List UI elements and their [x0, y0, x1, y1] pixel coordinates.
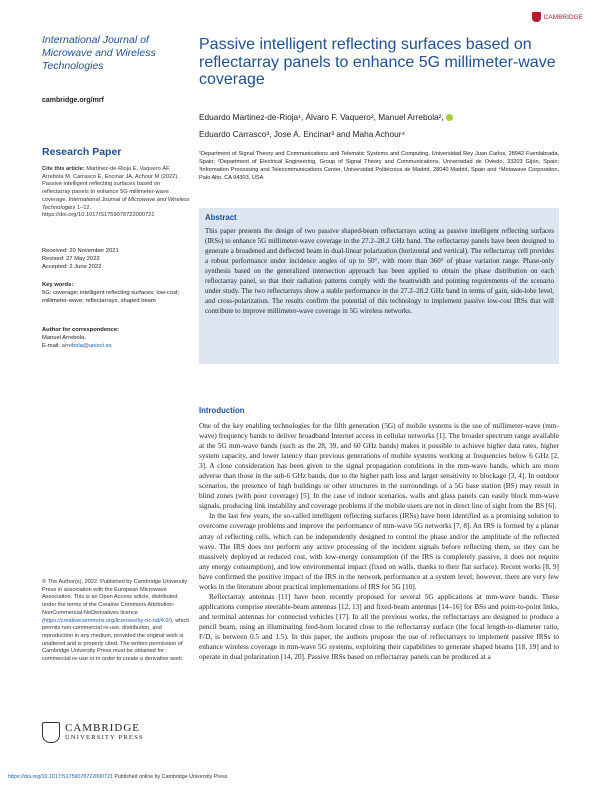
paper-type: Research Paper — [42, 146, 122, 158]
doi-link[interactable]: https://doi.org/10.1017/S1759078722000721 — [8, 774, 113, 780]
page-footer — [8, 774, 227, 780]
authors-line-2: Eduardo Carrasco³, Jose A. Encinar³ and Maha Achour⁴ — [199, 129, 406, 139]
received-date: Received: 20 November 2021 — [42, 248, 119, 254]
author-list — [199, 109, 559, 143]
orcid-icon[interactable] — [446, 114, 453, 121]
cambridge-corner-logo-text: CAMBRIDGE — [543, 13, 583, 21]
cambridge-corner-logo — [532, 12, 583, 22]
keywords-label: Key words: — [42, 282, 74, 288]
introduction-heading: Introduction — [199, 406, 245, 415]
keywords-block — [42, 282, 190, 305]
abstract-heading: Abstract — [205, 213, 237, 222]
cite-text: Martinez-de-Rioja E, Vaquero ÁF, Arrebola M, Carrasco E, Encinar JA, Achour M (2022). Passive intelligent reflecting surfaces based on reflectarray panels to enhance 5G millimeter-wave coverage. — [42, 166, 179, 203]
copyright-text-b: ), which permits non-commercial re-use, distribution, and reproduction in any medium, provided the original work is unaltered and is properly cited. The written permission of Cambridge University Press must be obtained for commercial re-use or in order to create a derivative work. — [42, 617, 190, 663]
copyright-notice — [42, 579, 190, 664]
revised-date: Revised: 27 May 2022 — [42, 256, 100, 262]
keywords-list: 5G; coverage; intelligent reflecting surfaces; low-cost; millimeter-wave; reflectarrays, shaped beam — [42, 289, 180, 304]
cambridge-university-press-logo — [42, 722, 144, 743]
affiliations: ¹Department of Signal Theory and Communications and Telematic Systems and Computing, Universidad Rey Juan Carlos, 28942 Fuenlabrada, Spain; ²Department of Electrical Engineering, Group of Signal Theory and Communications, Universidad de Oviedo, 33203 Gijón, Spain; ³Information Processing and Telecommunications Center, Universidad Politécnica de Madrid, 28040 Madrid, Spain and ⁴Metawave Corporation, Palo Alto, CA 94303, USA — [199, 151, 559, 181]
cup-logo-line2: UNIVERSITY PRESS — [65, 733, 144, 741]
article-title: Passive intelligent reflecting surfaces based on reflectarray panels to enhance 5G millimeter-wave coverage — [199, 36, 556, 88]
email-label: E-mail: — [42, 342, 61, 349]
cite-label: Cite this article: — [42, 166, 85, 172]
correspondence-block — [42, 327, 190, 350]
journal-site-link[interactable]: cambridge.org/mrf — [42, 97, 104, 104]
license-link[interactable]: https://creativecommons.org/licenses/by-nc-nd/4.0/ — [43, 617, 171, 624]
cup-logo-line1: CAMBRIDGE — [65, 721, 141, 734]
intro-paragraph: Reflectarray antennas [11] have been recently proposed for several 5G applications at mm-wave bands. These applications comprise steerable-beam antennas [12, 13] and fixed-beam antennas [14–16] for BSs and point-to-point links, and terminal antennas for connected vehicles [17]. In all the previous works, the reflectarrays are designed to produce a pencil beam, using an illuminating feed-horn located close to the reflectarray surface (the focal length-to-diameter ratio, F/D, is between 0.5 and 1.5). In this paper, the authors propose the use of reflectarrays to implement passive IRSs to enhance wireless coverage in mm-wave 5G systems, exploiting their capabilities to generate shaped beams [18, 19] and to operate in dual polarization [14, 20]. Passive IRSs based on reflectarray panels can be produced at a — [199, 591, 559, 662]
correspondence-name: Manuel Arrebola, — [42, 334, 86, 341]
cite-tail: 1–12. https://doi.org/10.1017/S1759078722000721 — [42, 204, 155, 219]
abstract-text: This paper presents the design of two passive shaped-beam reflectarrays acting as passive intelligent reflecting surfaces (IRSs) to enhance 5G millimeter-wave coverage in the 27.2–28.2 GHz band. The reflectarray panels have been designed to generate a broadened and deflected beam in dual-linear polarization (horizontal and vertical). The reflectarray cell provides a robust performance under incidence angles of up to 50°, with more than 360° of phase variation range. Phase-only synthesis based on the generalized intersection approach has been applied to obtain the phase distribution on each reflectarray panel, so that their radiation patterns comply with the beamwidth and pointing requirements of the scenario under study. The two reflectarrays show a stable performance in the 27.2–28.2 GHz band in terms of gain, side-lobe level, and cross-polarization. The results confirm the potential of this technology to implement passive low-cost IRSs that will contribute to improve millimeter-wave coverage in 5G wireless networks. — [205, 227, 554, 315]
article-dates — [42, 247, 190, 271]
cite-journal: International Journal of Microwave and Wireless Technologies — [42, 196, 190, 211]
correspondence-label: Author for correspondence: — [42, 327, 119, 333]
intro-paragraph: One of the key enabling technologies for the fifth generation (5G) of mobile systems is the use of millimeter-wave (mm-wave) frequency bands to deliver broadband Internet access in cellular networks [1]. The broader spectrum range available at the 5G mm-wave bands (such as the 28, 39, and 60 GHz bands) makes it possible to achieve higher data rates, higher system capacity, and lower latency than previous generations of mobile systems working at frequencies below 6 GHz [2, 3]. A close consideration has been given to the signal propagation conditions in the mm-wave bands, which are more adverse than those in the sub-6 GHz bands, due to the higher path loss and larger sensitivity to blockage [3, 4]. In outdoor scenarios, the presence of high buildings or other structures in the surroundings of a 5G base station (BS) may result in blind zones (with poor coverage) [5]. In the case of indoor scenarios, walls and glass panels can easily block mm-wave signals, producing link instability and coverage problems if the mobile users are not in direct line of sight from the BS [6]. — [199, 421, 559, 511]
email-link[interactable]: arrebola@uniovi.es — [61, 342, 112, 349]
authors-line-1: Eduardo Martinez-de-Rioja¹, Álvaro F. Vaquero², Manuel Arrebola², — [199, 112, 444, 122]
accepted-date: Accepted: 2 June 2022 — [42, 264, 102, 270]
shield-icon — [532, 12, 541, 22]
copyright-text-a: © The Author(s), 2022. Published by Cambridge University Press in association with the European Microwave Association. This is an Open Access article, distributed under the terms of the Creative Commons Attribution-NonCommercial-NoDerivatives licence ( — [42, 579, 188, 624]
crest-icon — [42, 722, 60, 743]
journal-name: International Journal of Microwave and Wireless Technologies — [42, 34, 156, 72]
intro-paragraph: In the last few years, the so-called intelligent reflecting surfaces (IRSs) have been identified as a promising solution to overcome coverage problems and improve the performance of mm-wave 5G networks [7, 8]. An IRS is formed by a planar array of reflecting cells, which can be independently designed to control the phase and/or the amplitude of the reflected wave. The IRS does not perform any active processing of the incident signals before reflecting them, so they can be massively deployed at reduced cost, with low-energy consumption (if the IRS is completely passive, it does not require any energy consumption), and low environmental impact (fixed on walls, thanks to their flat surface). Recent works [8, 9] have confirmed the positive impact of the IRS in the network performance at a system level; however, there are very few works in the literature about practical implementations of IRS for 5G [10]. — [199, 511, 559, 591]
introduction-body — [199, 421, 559, 662]
published-online-text: Published online by Cambridge University Press — [112, 774, 228, 780]
citation-block — [42, 166, 190, 220]
